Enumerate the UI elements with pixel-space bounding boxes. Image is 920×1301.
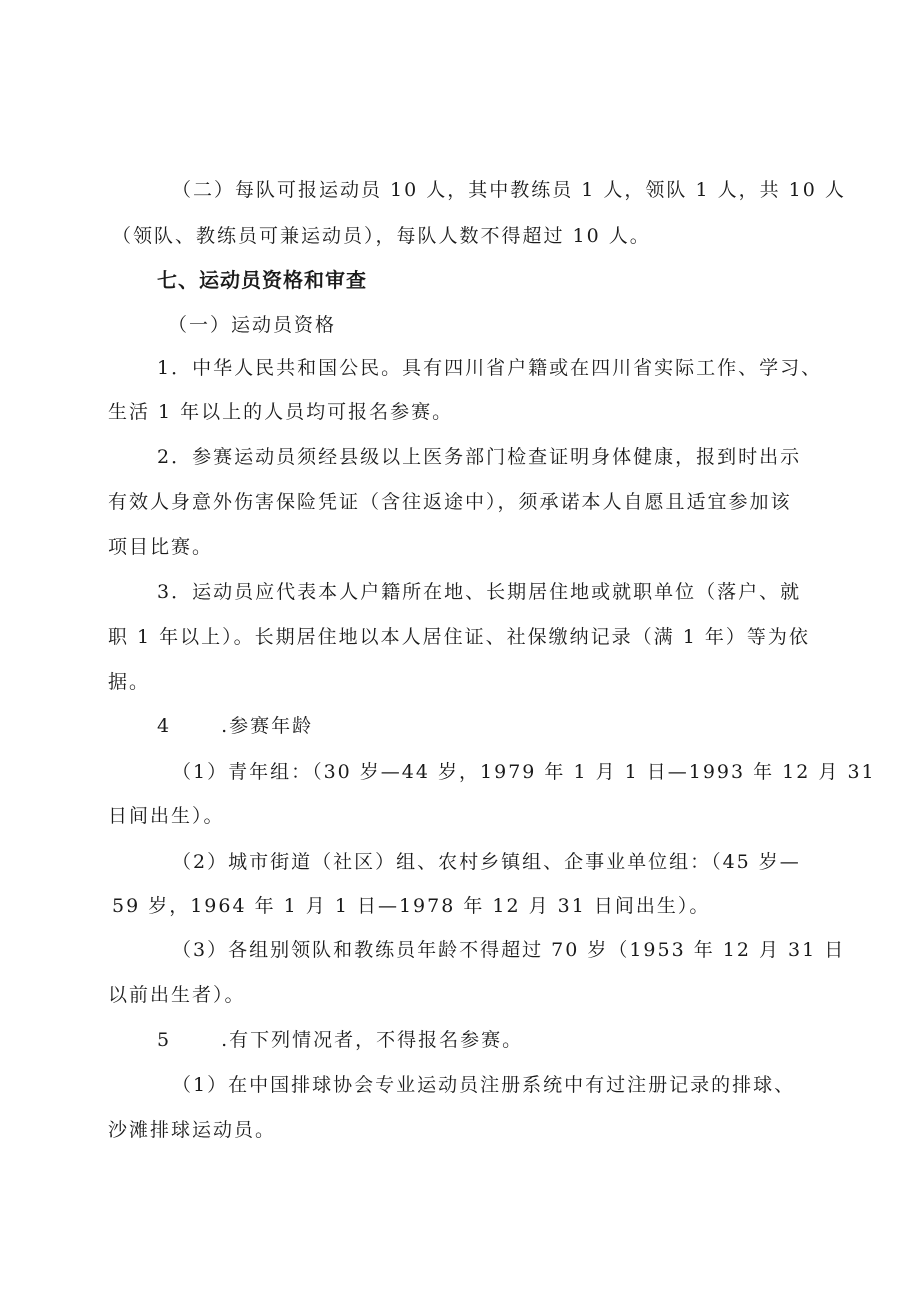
- subsection-heading: （一）运动员资格: [168, 314, 337, 336]
- item-4-sub-2-line-2: 59 岁，1964 年 1 月 1 日—1978 年 12 月 31 日间出生）。: [112, 895, 711, 917]
- item-4-number: 4: [157, 715, 172, 737]
- item-1-line-1: 1．中华人民共和国公民。具有四川省户籍或在四川省实际工作、学习、: [157, 357, 823, 379]
- team-size-line-1: （二）每队可报运动员 10 人，其中教练员 1 人，领队 1 人，共 10 人: [172, 179, 846, 201]
- item-3-line-1: 3．运动员应代表本人户籍所在地、长期居住地或就职单位（落户、就: [157, 581, 802, 603]
- item-3-line-3: 据。: [108, 671, 151, 693]
- item-5-label: .有下列情况者，不得报名参赛。: [221, 1029, 524, 1051]
- item-2-line-1: 2．参赛运动员须经县级以上医务部门检查证明身体健康，报到时出示: [157, 446, 802, 468]
- item-2-line-2: 有效人身意外伤害保险凭证（含往返途中），须承诺本人自愿且适宜参加该: [108, 491, 792, 513]
- item-4-sub-2-line-1: （2）城市街道（社区）组、农村乡镇组、企事业单位组：（45 岁—: [172, 851, 801, 873]
- team-size-line-2: （领队、教练员可兼运动员），每队人数不得超过 10 人。: [112, 225, 651, 247]
- item-5-sub-1-line-2: 沙滩排球运动员。: [108, 1119, 277, 1141]
- item-3-line-2: 职 1 年以上）。长期居住地以本人居住证、社保缴纳记录（满 1 年）等为依: [108, 626, 810, 648]
- item-4-label: .参赛年龄: [221, 715, 314, 737]
- item-5-heading: [157, 1028, 523, 1052]
- item-4-sub-3-line-1: （3）各组别领队和教练员年龄不得超过 70 岁（1953 年 12 月 31 日: [172, 939, 846, 961]
- item-4-sub-1-line-2: 日间出生）。: [108, 805, 225, 827]
- item-4-sub-1-line-1: （1）青年组：（30 岁—44 岁，1979 年 1 月 1 日—1993 年 12 月 31: [172, 761, 876, 783]
- item-4-sub-3-line-2: 以前出生者）。: [108, 984, 246, 1006]
- item-4-heading: [157, 714, 313, 738]
- item-5-sub-1-line-1: （1）在中国排球协会专业运动员注册系统中有过注册记录的排球、: [172, 1074, 796, 1096]
- item-2-line-3: 项目比赛。: [108, 536, 214, 558]
- item-5-number: 5: [157, 1029, 172, 1051]
- item-1-line-2: 生活 1 年以上的人员均可报名参赛。: [108, 401, 454, 423]
- section-heading: 七、运动员资格和审查: [157, 268, 367, 292]
